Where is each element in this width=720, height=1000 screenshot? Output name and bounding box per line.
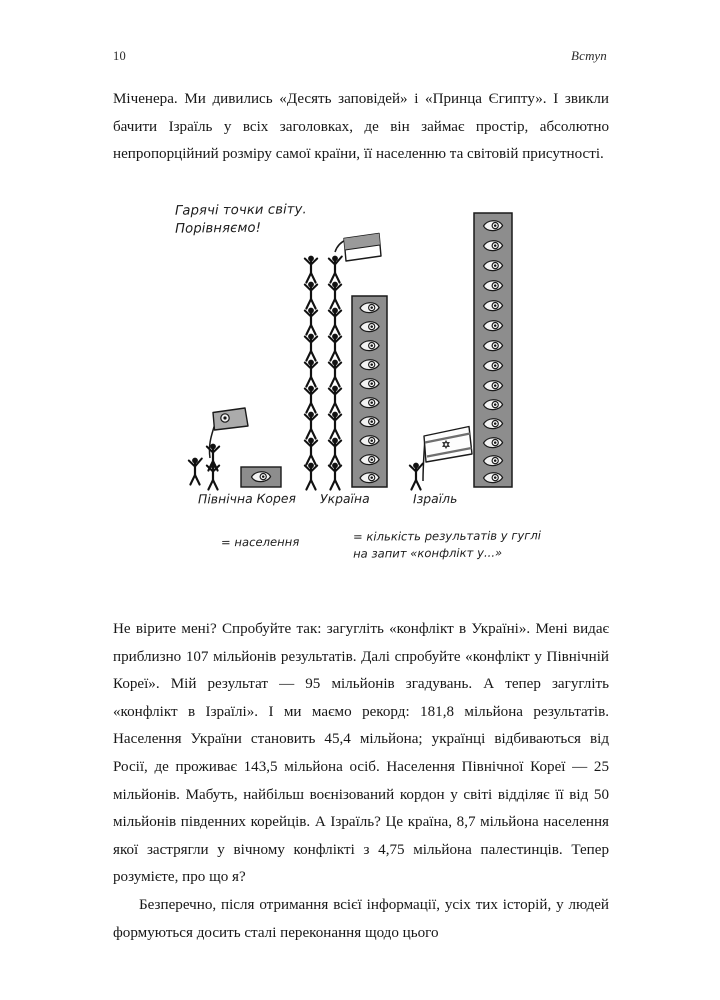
group-north-korea (189, 408, 281, 490)
country-label-ukraine: Україна (319, 490, 370, 507)
paragraph-text: Не вірите мені? Спробуйте так: загугліть «конфлікт в Україні». Мені видає приблизно 107 мільйонів результатів. Далі спробуйте «конфлікт у Північній Кореї». Мій результат — 95 мільйонів згадувань. А тепер загугліть «конфлікт в Ізраїлі». І ми маємо рекорд: 181,8 мільйона результатів. Населення України становить 45,4 мільйона; українці відбиваються від Росії, де проживає 143,5 мільйона осіб. Населення Північної Кореї — 25 мільйонів. Мабуть, найбільш воєнізований кордон у світі відділяє її від 50 мільйонів південних корейців. А Ізраїль? Це країна, 8,7 мільйона населення якої застрягли у вічному конфлікті з 4,75 мільйона палестинців. Тепер розумієте, про що я? (113, 621, 609, 886)
legend-google-label: = кількість результатів у гуглі на запит «конфлікт у...» (352, 528, 542, 561)
country-label-israel: Ізраїль (412, 490, 458, 507)
flag-israel (423, 427, 472, 482)
running-head (113, 48, 607, 64)
figure-title: Гарячі точки світу. Порівняємо! (174, 202, 307, 237)
people-north-korea (189, 444, 219, 490)
people-israel (410, 463, 423, 490)
section-title: Вступ (570, 48, 607, 63)
legend-population-label: = населення (220, 534, 300, 550)
group-israel (410, 213, 512, 490)
eye-column-ukraine (352, 296, 387, 487)
body-paragraph-bottom (113, 616, 609, 947)
paragraph-text: Безперечно, після отримання всієї інформації, усіх тих історій, у людей формуються досить сталі переконання щодо цього (113, 896, 609, 941)
group-ukraine (305, 234, 387, 490)
eye-column-israel (474, 213, 512, 487)
figure-illustration (113, 186, 609, 516)
people-ukraine-left (305, 256, 317, 490)
figure-hotspots-comparison (113, 186, 609, 586)
country-label-north-korea: Північна Корея (197, 490, 296, 507)
page-number: 10 (113, 49, 126, 63)
eye-column-north-korea (241, 467, 281, 487)
paragraph-text: Міченера. Ми дивились «Десять заповідей» і «Принца Єгипту». І звикли бачити Ізраїль у всіх заголовках, де він займає простір, абсолютно непропорційний розміру самої країни, її населенню та світовій присутності. (113, 91, 609, 163)
body-paragraph-top (113, 86, 609, 169)
people-ukraine-right (329, 256, 342, 490)
